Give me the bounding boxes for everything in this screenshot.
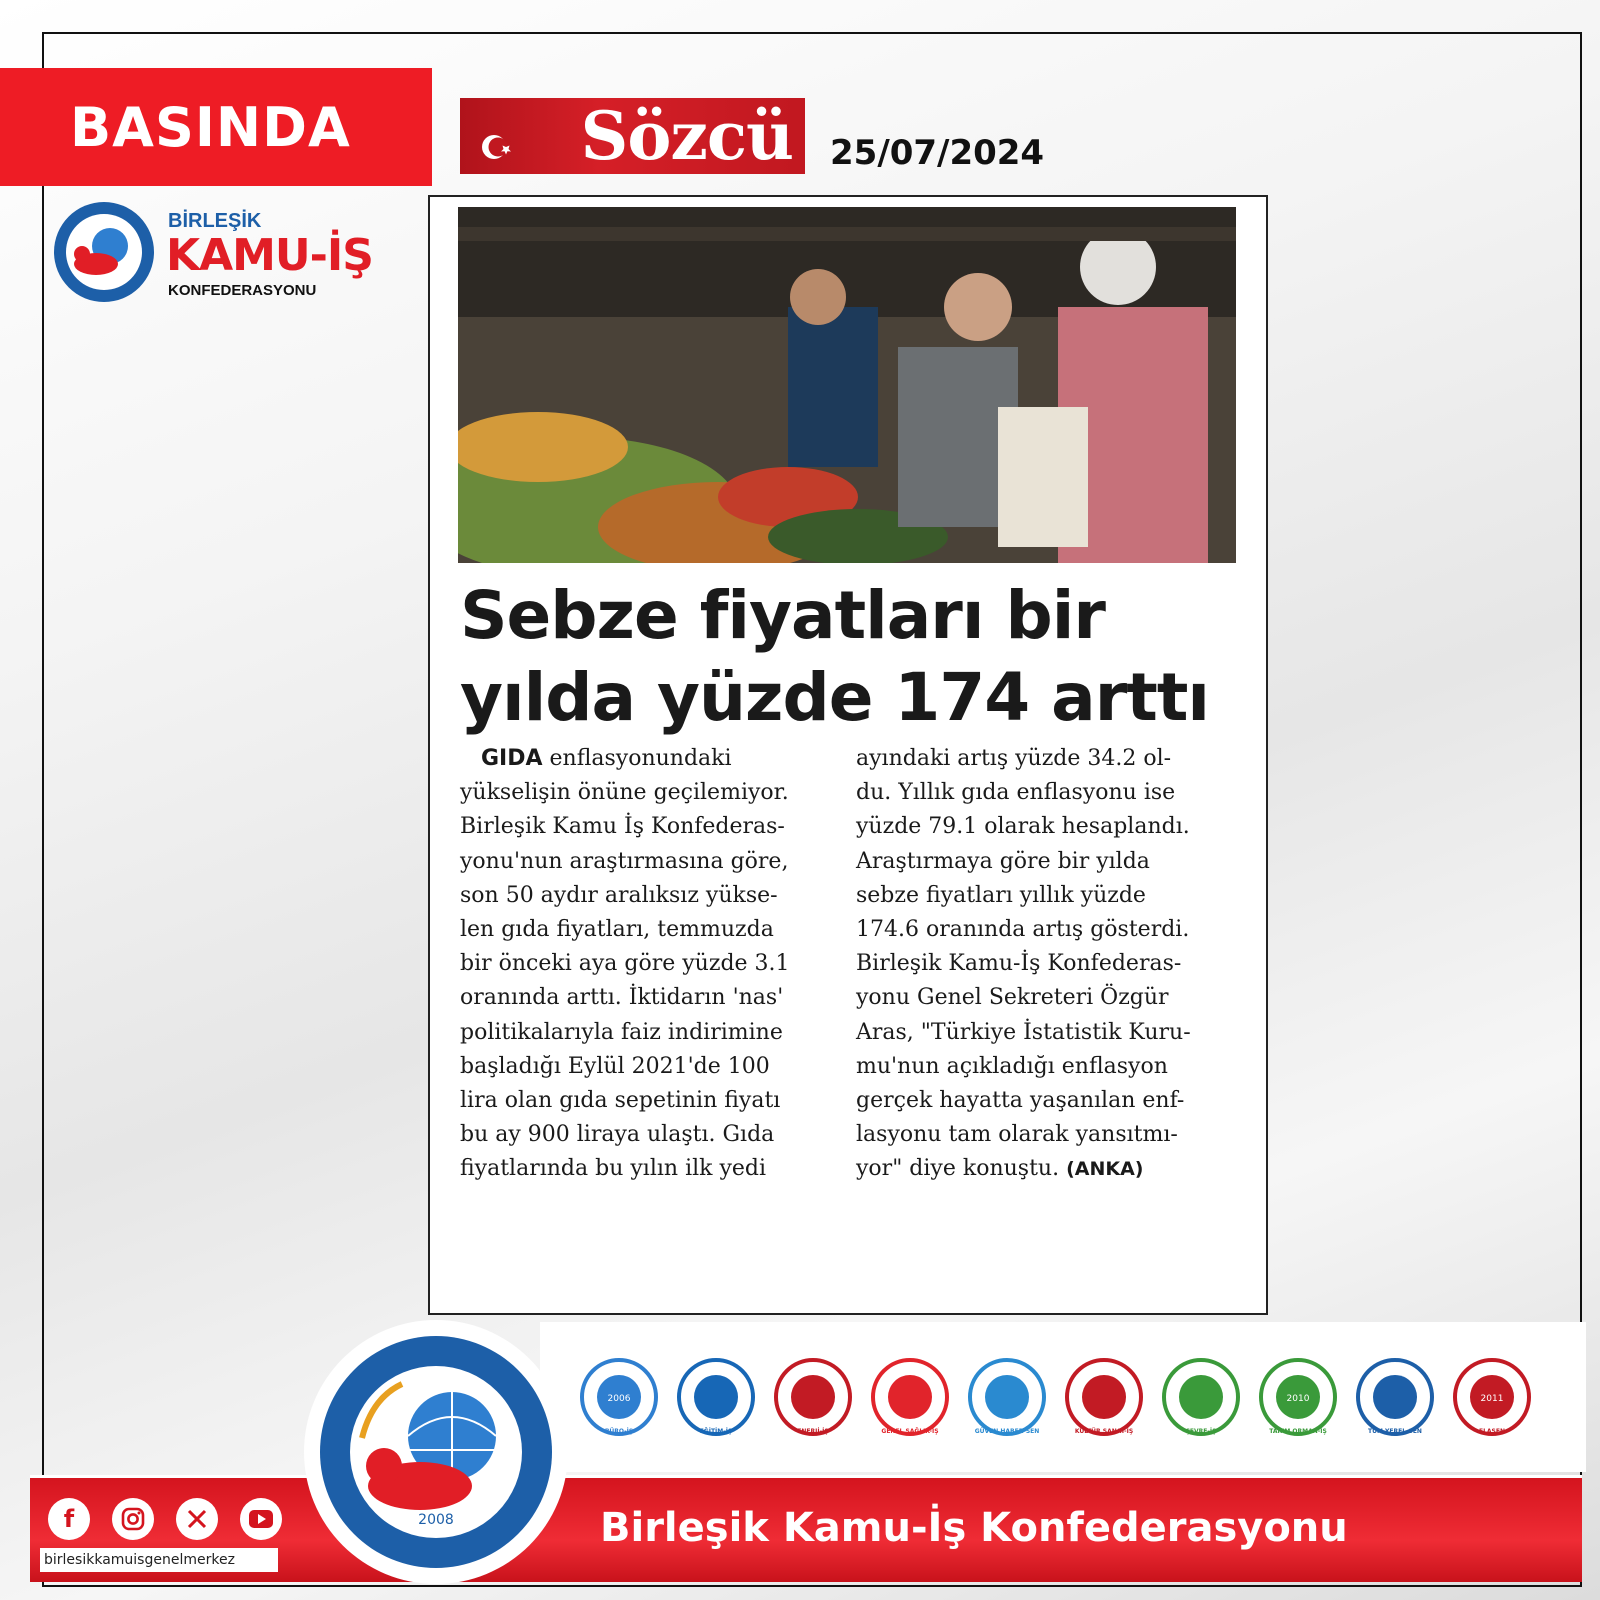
column-2-line: 174.6 oranında artış gösterdi. (856, 917, 1190, 943)
publication-date: 25/07/2024 (830, 133, 1045, 173)
column-1-line (460, 742, 830, 776)
market-scene-image (458, 207, 1236, 563)
column-1-line: bu ay 900 liraya ulaştı. Gıda (460, 1122, 775, 1148)
affiliate-name: ENERJİ-İŞ (797, 1428, 829, 1435)
column-1-line: yükselişin önüne geçilemiyor. (460, 780, 789, 806)
headline-line-1: Sebze fiyatları bir (460, 577, 1105, 654)
affiliate-year: 2010 (1286, 1394, 1310, 1404)
affiliate-name: TARIM ORMAN-İŞ (1269, 1428, 1327, 1435)
section-label: BASINDA (0, 68, 432, 186)
logo-line-3: KONFEDERASYONU (168, 282, 317, 299)
column-1-line: başladığı Eylül 2021'de 100 (460, 1053, 770, 1079)
column-1-line: politikalarıyla faiz indirimine (460, 1019, 783, 1045)
affiliate-name: KÜLTÜR SANAT-İŞ (1074, 1428, 1134, 1435)
affiliate-logo-icon (968, 1358, 1046, 1436)
crescent-star-icon (480, 130, 514, 164)
affiliate-logo-icon (1356, 1358, 1434, 1436)
affiliate-logo-icon (1259, 1358, 1337, 1436)
affiliate-name: ELASEN (1478, 1428, 1506, 1435)
affiliate-logo-icon (774, 1358, 852, 1436)
logo-line-2: KAMU-İŞ (166, 230, 373, 281)
confederation-emblem-icon (52, 200, 156, 304)
column-2-line: yüzde 79.1 olarak hesaplandı. (856, 814, 1190, 840)
line-text: yor" diye konuştu. (856, 1156, 1060, 1182)
column-2-line: gerçek hayatta yaşanılan enf- (856, 1088, 1185, 1114)
affiliate-logo-icon (871, 1358, 949, 1436)
article-column-1 (460, 742, 830, 1187)
lead-word: GIDA (480, 746, 543, 771)
column-2-line (856, 1152, 1236, 1186)
column-2-line: ayındaki artış yüzde 34.2 ol- (856, 746, 1172, 771)
youtube-icon[interactable] (240, 1498, 282, 1540)
footer-edge (30, 1475, 1582, 1478)
x-icon[interactable] (176, 1498, 218, 1540)
affiliate-name: GÜVEN HABER-SEN (974, 1428, 1040, 1435)
article-source: (ANKA) (1066, 1158, 1144, 1181)
affiliate-name: TÜM YEREL-SEN (1368, 1428, 1422, 1435)
column-2-line: lasyonu tam olarak yansıtmı- (856, 1122, 1178, 1148)
seal-year: 2008 (418, 1512, 454, 1528)
column-2-line: Araştırmaya göre bir yılda (856, 848, 1150, 874)
affiliate-name: BÜRO-İŞ (604, 1428, 634, 1435)
column-1-line: bir önceki aya göre yüzde 3.1 (460, 951, 790, 977)
column-1-line: len gıda fiyatları, temmuzda (460, 917, 774, 943)
column-2-line: yonu Genel Sekreteri Özgür (856, 985, 1169, 1011)
affiliate-logo-icon (1065, 1358, 1143, 1436)
article-headline (460, 575, 1250, 739)
social-links (48, 1498, 282, 1540)
column-1-line: fiyatlarında bu yılın ilk yedi (460, 1156, 767, 1182)
column-2-line: du. Yıllık gıda enflasyonu ise (856, 780, 1176, 806)
affiliate-logo-icon (1162, 1358, 1240, 1436)
headline-line-2: yılda yüzde 174 arttı (460, 659, 1209, 736)
affiliate-name: GENEL SAĞLIK-İŞ (881, 1428, 939, 1435)
affiliate-logo-icon (580, 1358, 658, 1436)
column-2-line: Aras, "Türkiye İstatistik Kuru- (856, 1019, 1191, 1045)
affiliate-year: 2006 (607, 1394, 631, 1404)
confederation-seal-icon (302, 1318, 570, 1586)
column-1-line: lira olan gıda sepetinin fiyatı (460, 1088, 781, 1114)
column-2-line: Birleşik Kamu-İş Konfederas- (856, 951, 1182, 977)
affiliate-logo-icon (1453, 1358, 1531, 1436)
market-photo (458, 207, 1236, 563)
newspaper-name: Sözcü (580, 98, 793, 174)
column-2-line: mu'nun açıkladığı enflasyon (856, 1053, 1168, 1079)
affiliate-name: EĞİTİM-İŞ (699, 1428, 733, 1435)
affiliate-name: ÇEVRE-İŞ (1185, 1428, 1217, 1435)
confederation-logo (52, 200, 432, 300)
facebook-icon[interactable]: f (48, 1498, 90, 1540)
social-handle[interactable]: birlesikkamuisgenelmerkez (40, 1548, 278, 1572)
column-1-line: yonu'nun araştırmasına göre, (460, 848, 789, 874)
logo-line-1: BİRLEŞİK (168, 210, 262, 232)
newspaper-masthead (460, 98, 805, 174)
footer-title: Birleşik Kamu-İş Konfederasyonu (600, 1505, 1348, 1551)
column-2-line: sebze fiyatları yıllık yüzde (856, 882, 1146, 908)
article-column-2 (856, 742, 1236, 1187)
news-clipping (428, 195, 1268, 1315)
affiliate-year: 2011 (1480, 1394, 1504, 1404)
instagram-icon[interactable] (112, 1498, 154, 1540)
column-1-line: Birleşik Kamu İş Konfederas- (460, 814, 785, 840)
affiliate-logo-icon (677, 1358, 755, 1436)
column-1-line: son 50 aydır aralıksız yükse- (460, 882, 778, 908)
line-text: enflasyonundaki (542, 746, 732, 771)
column-1-line: oranında arttı. İktidarın 'nas' (460, 985, 784, 1011)
